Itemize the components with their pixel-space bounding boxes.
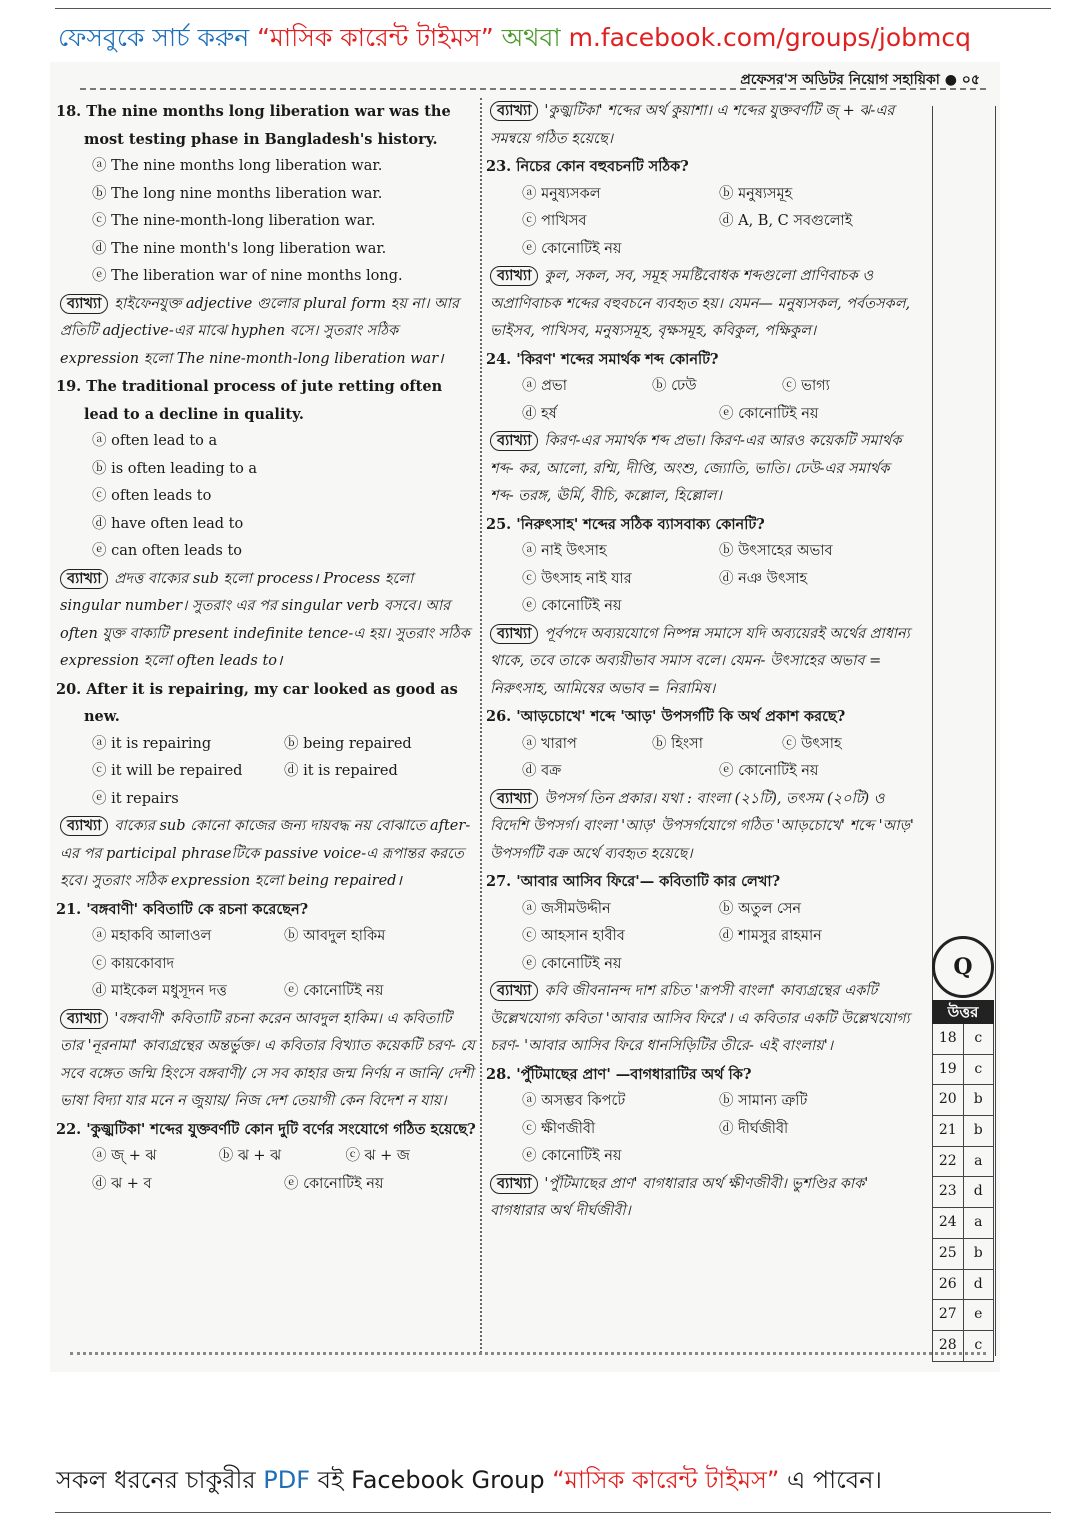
explanation-text: 'কুজ্ঝটিকা' শব্দের অর্থ কুয়াশা। এ শব্দের যুক্তবর্ণটি জ্ + ঝ-এর সমন্বয়ে গঠিত হয়েছে। bbox=[490, 103, 895, 147]
explanation-text: কিরণ-এর সমার্থক শব্দ প্রভা। কিরণ-এর আরও কয়েকটি সমার্থক শব্দ- কর, আলো, রশ্মি, দীপ্তি, অংশু, জ্যোতি, ভাতি। ঢেউ-এর সমার্থক শব্দ- তরঙ্গ, ঊর্মি, বীচি, কল্লোল, হিল্লোল। bbox=[490, 433, 902, 504]
question-18 bbox=[56, 98, 476, 373]
answer-qnum: 22 bbox=[933, 1147, 964, 1177]
option-e: ⓔ কোনোটিই নয় bbox=[284, 1175, 384, 1192]
question-text: 'কুজ্ঝটিকা' শব্দের যুক্তবর্ণটি কোন দুটি বর্ণের সংযোগে গঠিত হয়েছে? bbox=[86, 1120, 476, 1138]
explanation-text: কুল, সকল, সব, সমূহ সমষ্টিবোধক শব্দগুলো প্রাণিবাচক ও অপ্রাণিবাচক শব্দের বহুবচনে ব্যবহৃত হয়। যেমন— মনুষ্যসকল, পর্বতসকল, ভাইসব, পাখিসব, মনুষ্যসমূহ, বৃক্ষসমূহ, কবিকুল, পক্ষিকুল। bbox=[490, 268, 911, 339]
footer-text-2: বই Facebook Group bbox=[317, 1466, 545, 1494]
option-c: ⓒ উৎসাহ নাই যার bbox=[522, 570, 632, 587]
option-c: ⓒ আহসান হাবীব bbox=[522, 928, 625, 944]
answer-qnum: 20 bbox=[933, 1085, 964, 1115]
question-27 bbox=[486, 868, 916, 1061]
answer-value: c bbox=[974, 1336, 983, 1353]
question-text: The traditional process of jute retting often lead to a decline in quality. bbox=[84, 378, 443, 423]
question-number: 24. bbox=[486, 350, 512, 368]
top-banner bbox=[0, 0, 1076, 60]
answer-value: d bbox=[973, 1275, 983, 1292]
explanation-tag: ব্যাখ্যা bbox=[490, 1174, 538, 1194]
question-23 bbox=[486, 153, 916, 346]
option-d: ⓓ The nine month's long liberation war. bbox=[92, 240, 387, 257]
question-20 bbox=[56, 676, 476, 896]
option-b: ⓑ is often leading to a bbox=[92, 460, 258, 477]
scanned-book-page bbox=[50, 62, 1000, 1372]
option-d: ⓓ মাইকেল মধুসূদন দত্ত bbox=[92, 983, 227, 999]
answer-row bbox=[932, 1055, 994, 1086]
explanation-tag: ব্যাখ্যা bbox=[60, 569, 108, 589]
explanation-text: প্রদত্ত বাক্যের sub হলো process। Process হলো singular number। সুতরাং এর পর singular verb বসবে। আর often যুক্ত বাক্যটি present indefinite tence-এ হয়। সুতরাং সঠিক expression হলো often leads to। bbox=[60, 570, 470, 669]
answer-qnum: 24 bbox=[933, 1208, 964, 1238]
explanation-text: উপসর্গ তিন প্রকার। যথা : বাংলা (২১টি), তৎসম (২০টি) ও বিদেশি উপসর্গ। বাংলা 'আড়' উপসর্গযোগে গঠিত 'আড়চোখে' শব্দে 'আড়' উপসর্গটি বক্র অর্থে ব্যবহৃত হয়েছে। bbox=[490, 790, 914, 862]
option-a: ⓐ নাই উৎসাহ bbox=[522, 543, 607, 559]
explanation-tag: ব্যাখ্যা bbox=[490, 431, 538, 451]
question-number: 21. bbox=[56, 900, 82, 918]
question-number: 19. bbox=[56, 378, 82, 395]
option-b: ⓑ being repaired bbox=[284, 735, 412, 752]
answer-qnum: 19 bbox=[933, 1055, 964, 1085]
explanation-tag: ব্যাখ্যা bbox=[60, 1009, 108, 1029]
question-25 bbox=[486, 511, 916, 704]
option-a: ⓐ অসম্ভব কিপটে bbox=[522, 1093, 626, 1109]
explanation-tag: ব্যাখ্যা bbox=[490, 789, 538, 809]
option-b: ⓑ উৎসাহের অভাব bbox=[719, 543, 833, 559]
answer-value: c bbox=[974, 1060, 983, 1077]
option-d: ⓓ নঞ উৎসাহ bbox=[719, 570, 808, 587]
option-d: ⓓ ঝ + ব bbox=[92, 1175, 152, 1192]
question-text: The nine months long liberation war was the most testing phase in Bangladesh's history. bbox=[84, 103, 451, 148]
footer-group-name: “মাসিক কারেন্ট টাইমস” bbox=[552, 1466, 780, 1494]
explanation-text: কবি জীবনানন্দ দাশ রচিত 'রূপসী বাংলা' কাব্যগ্রন্থের একটি উল্লেখযোগ্য কবিতা 'আবার আসিব ফিরে'। এ কবিতার একটি উল্লেখযোগ্য চরণ- 'আবার আসিব ফিরে ধানসিড়িটির তীরে- এই বাংলায়'। bbox=[490, 983, 910, 1054]
answer-value: a bbox=[974, 1152, 983, 1169]
option-b: ⓑ ঝ + ঝ bbox=[218, 1148, 282, 1164]
option-b: ⓑ আবদুল হাকিম bbox=[284, 928, 386, 944]
option-c: ⓒ পাখিসব bbox=[522, 213, 587, 229]
answer-qnum: 27 bbox=[933, 1300, 964, 1330]
footer-text-1: সকল ধরনের চাকুরীর bbox=[56, 1466, 256, 1494]
question-text: 'নিরুৎসাহ' শব্দের সঠিক ব্যাসবাক্য কোনটি? bbox=[516, 515, 765, 533]
right-column bbox=[486, 98, 916, 1226]
explanation bbox=[486, 786, 916, 869]
option-a: ⓐ মহাকবি আলাওল bbox=[92, 928, 212, 944]
option-e: ⓔ it repairs bbox=[92, 790, 179, 807]
header-or-text: অথবা bbox=[501, 23, 561, 52]
option-e: ⓔ কোনোটিই নয় bbox=[522, 240, 622, 257]
option-b: ⓑ অতুল সেন bbox=[719, 900, 802, 917]
answer-row bbox=[932, 1147, 994, 1178]
answer-qnum: 18 bbox=[933, 1024, 964, 1054]
facebook-promo-header bbox=[58, 18, 971, 61]
option-e: ⓔ কোনোটিই নয় bbox=[522, 1148, 622, 1164]
explanation-text: 'পুঁটিমাছের প্রাণ' বাগধারার অর্থ ক্ষীণজীবী। ভুশণ্ডির কাক' বাগধারার অর্থ দীর্ঘজীবী। bbox=[490, 1175, 869, 1219]
option-b: ⓑ মনুষ্যসমূহ bbox=[719, 185, 793, 202]
option-d: ⓓ A, B, C সবগুলোই bbox=[719, 213, 853, 229]
answer-row bbox=[932, 1208, 994, 1239]
option-a: ⓐ it is repairing bbox=[92, 735, 212, 752]
answer-row bbox=[932, 1085, 994, 1116]
option-e: ⓔ The liberation war of nine months long. bbox=[92, 268, 403, 284]
answer-key bbox=[932, 936, 994, 1362]
option-d: ⓓ have often lead to bbox=[92, 515, 244, 532]
question-text: 'আড়চোখে' শব্দে 'আড়' উপসর্গটি কি অর্থ প্রকাশ করছে? bbox=[516, 708, 846, 725]
question-number: 28. bbox=[486, 1065, 512, 1083]
answer-row bbox=[932, 1300, 994, 1331]
question-text: 'বঙ্গবাণী' কবিতাটি কে রচনা করেছেন? bbox=[86, 900, 309, 918]
option-e: ⓔ কোনোটিই নয় bbox=[284, 983, 384, 999]
explanation-tag: ব্যাখ্যা bbox=[60, 816, 108, 836]
option-c: ⓒ often leads to bbox=[92, 488, 212, 504]
option-d: ⓓ হর্ষ bbox=[522, 405, 557, 422]
question-19 bbox=[56, 373, 476, 676]
option-e: ⓔ can often leads to bbox=[92, 543, 243, 559]
explanation bbox=[56, 566, 476, 676]
explanation-tag: ব্যাখ্যা bbox=[60, 294, 108, 314]
question-number: 18. bbox=[56, 103, 82, 120]
answer-value: c bbox=[974, 1030, 983, 1046]
option-c: ⓒ The nine-month-long liberation war. bbox=[92, 213, 376, 229]
option-a: ⓐ মনুষ্যসকল bbox=[522, 185, 601, 202]
explanation bbox=[486, 621, 916, 704]
footer-text-3: এ পাবেন। bbox=[786, 1466, 883, 1494]
column-divider bbox=[480, 98, 482, 1353]
footer-promo bbox=[56, 1462, 882, 1502]
bottom-rule bbox=[55, 1512, 1051, 1513]
footer-pdf: PDF bbox=[263, 1466, 310, 1494]
option-e: ⓔ কোনোটিই নয় bbox=[719, 405, 819, 422]
answer-value: a bbox=[974, 1214, 983, 1231]
option-c: ⓒ উৎসাহ bbox=[782, 735, 842, 752]
question-24 bbox=[486, 346, 916, 511]
page-bottom-rule bbox=[70, 1352, 986, 1355]
running-head: প্রফেসর'স অডিটর নিয়োগ সহায়িকা ● ০৫ bbox=[740, 72, 980, 88]
answer-qnum: 25 bbox=[933, 1239, 964, 1269]
answer-row bbox=[932, 1116, 994, 1147]
option-d: ⓓ it is repaired bbox=[284, 763, 398, 779]
option-a: ⓐ প্রভা bbox=[522, 378, 567, 394]
answer-row bbox=[932, 1270, 994, 1301]
option-b: ⓑ The long nine months liberation war. bbox=[92, 185, 383, 202]
question-text: After it is repairing, my car looked as good as new. bbox=[84, 680, 458, 725]
answer-row bbox=[932, 1331, 994, 1362]
header-search-text: ফেসবুকে সার্চ করুন bbox=[58, 23, 250, 52]
question-text: 'পুঁটিমাছের প্রাণ' —বাগধারাটির অর্থ কি? bbox=[516, 1065, 752, 1083]
answer-row bbox=[932, 1177, 994, 1208]
option-a: ⓐ জ্ + ঝ bbox=[92, 1148, 157, 1164]
question-number: 27. bbox=[486, 873, 512, 890]
explanation-text: 'বঙ্গবাণী' কবিতাটি রচনা করেন আবদুল হাকিম। এ কবিতাটি তার 'নূরনামা' কাব্যগ্রন্থের অন্তর্ভুক্ত। এ কবিতার বিখ্যাত কয়েকটি চরণ- যে সবে বঙ্গেত জন্মি হিংসে বঙ্গবাণী/ সে সব কাহার জন্ম নির্ণয় ন জানি/ দেশী ভাষা বিদ্যা যার মনে ন জুয়ায়/ নিজ দেশ তেয়াগী কেন বিদেশ ন যায়। bbox=[60, 1010, 475, 1109]
explanation-tag: ব্যাখ্যা bbox=[490, 981, 538, 1001]
option-e: ⓔ কোনোটিই নয় bbox=[522, 955, 622, 972]
answer-key-label: উত্তর bbox=[932, 1000, 994, 1024]
option-e: ⓔ কোনোটিই নয় bbox=[522, 598, 622, 614]
answer-qnum: 28 bbox=[933, 1331, 964, 1361]
answer-badge-icon: Q bbox=[932, 936, 994, 998]
question-text: 'কিরণ' শব্দের সমার্থক শব্দ কোনটি? bbox=[516, 350, 719, 368]
explanation-q22 bbox=[486, 98, 916, 153]
answer-value: e bbox=[974, 1306, 983, 1323]
option-c: ⓒ ক্ষীণজীবী bbox=[522, 1120, 596, 1137]
option-b: ⓑ সামান্য ত্রুটি bbox=[719, 1093, 808, 1109]
answer-qnum: 21 bbox=[933, 1116, 964, 1146]
answer-value: b bbox=[973, 1244, 983, 1261]
answer-value: d bbox=[973, 1183, 983, 1200]
explanation bbox=[486, 428, 916, 511]
question-22 bbox=[56, 1116, 476, 1199]
answer-row bbox=[932, 1239, 994, 1270]
option-d: ⓓ শামসুর রাহমান bbox=[719, 928, 822, 944]
explanation-text: বাক্যের sub কোনো কাজের জন্য দায়বদ্ধ নয় বোঝাতে after-এর পর participal phraseটিকে passive voice-এ রূপান্তর করতে হবে। সুতরাং সঠিক expression হলো being repaired। bbox=[60, 818, 471, 889]
question-number: 22. bbox=[56, 1120, 82, 1138]
option-c: ⓒ ঝ + জ bbox=[345, 1148, 410, 1164]
left-column bbox=[56, 98, 476, 1198]
explanation bbox=[486, 1171, 916, 1226]
option-d: ⓓ দীর্ঘজীবী bbox=[719, 1120, 789, 1137]
option-a: ⓐ often lead to a bbox=[92, 433, 218, 449]
question-number: 26. bbox=[486, 708, 512, 725]
explanation-tag: ব্যাখ্যা bbox=[490, 624, 538, 644]
header-group-name: “মাসিক কারেন্ট টাইমস” bbox=[257, 23, 494, 52]
answer-value: b bbox=[973, 1122, 983, 1139]
question-text: নিচের কোন বহুবচনটি সঠিক? bbox=[516, 158, 689, 175]
explanation bbox=[486, 978, 916, 1061]
answer-qnum: 26 bbox=[933, 1270, 964, 1300]
question-28 bbox=[486, 1061, 916, 1226]
question-number: 20. bbox=[56, 680, 82, 698]
explanation-text: হাইফেনযুক্ত adjective গুলোর plural form হয় না। আর প্রতিটি adjective-এর মাঝে hyphen বসে। সুতরাং সঠিক expression হলো The nine-month-long liberation war। bbox=[60, 295, 459, 367]
option-b: ⓑ ঢেউ bbox=[652, 378, 697, 394]
option-c: ⓒ ভাগ্য bbox=[782, 378, 830, 394]
option-c: ⓒ কায়কোবাদ bbox=[92, 955, 175, 972]
option-b: ⓑ হিংসা bbox=[652, 735, 703, 752]
option-a: ⓐ জসীমউদ্দীন bbox=[522, 900, 611, 917]
top-rule bbox=[55, 8, 1051, 9]
explanation bbox=[56, 813, 476, 896]
option-c: ⓒ it will be repaired bbox=[92, 763, 243, 779]
explanation bbox=[486, 263, 916, 346]
explanation-text: পূর্বপদে অব্যয়যোগে নিষ্পন্ন সমাসে যদি অব্যয়েরই অর্থের প্রাধান্য থাকে, তবে তাকে অব্যয়ীভাব সমাস বলে। যেমন- উৎসাহের অভাব = নিরুৎসাহ, আমিষের অভাব = নিরামিষ। bbox=[490, 625, 910, 697]
question-number: 23. bbox=[486, 158, 512, 175]
answer-row bbox=[932, 1024, 994, 1055]
question-text: 'আবার আসিব ফিরে'— কবিতাটি কার লেখা? bbox=[516, 873, 781, 890]
option-a: ⓐ The nine months long liberation war. bbox=[92, 158, 383, 174]
explanation bbox=[56, 291, 476, 374]
option-e: ⓔ কোনোটিই নয় bbox=[719, 763, 819, 779]
answer-value: b bbox=[973, 1091, 983, 1108]
question-26 bbox=[486, 703, 916, 868]
answer-qnum: 23 bbox=[933, 1177, 964, 1207]
explanation-tag: ব্যাখ্যা bbox=[490, 101, 538, 121]
question-21 bbox=[56, 896, 476, 1116]
header-dash-rule bbox=[80, 88, 986, 90]
option-a: ⓐ খারাপ bbox=[522, 735, 577, 752]
explanation bbox=[56, 1006, 476, 1116]
option-d: ⓓ বক্র bbox=[522, 763, 562, 779]
question-number: 25. bbox=[486, 515, 512, 533]
header-group-url[interactable]: m.facebook.com/groups/jobmcq bbox=[568, 23, 971, 52]
explanation-tag: ব্যাখ্যা bbox=[490, 266, 538, 286]
